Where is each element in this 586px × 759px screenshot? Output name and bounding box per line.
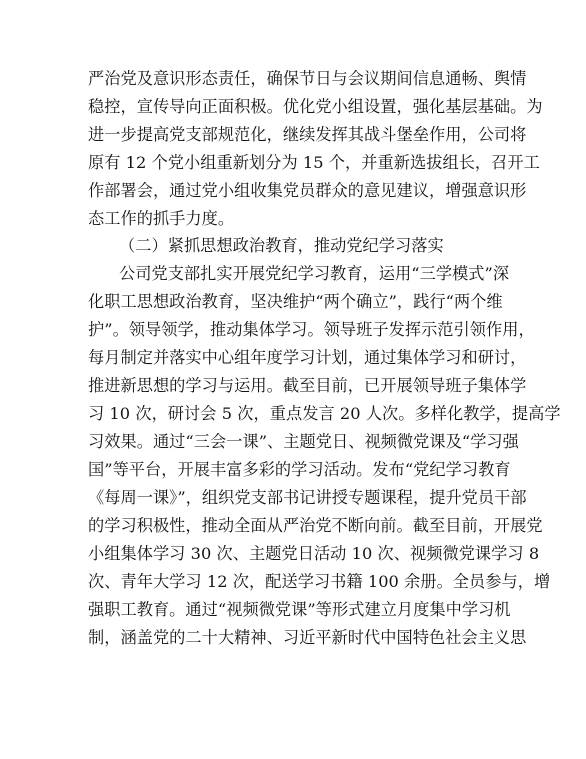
section-heading: （二）紧抓思想政治教育，推动党纪学习落实 [119,236,444,255]
text-line-4: 原有 12 个党小组重新划分为 15 个，并重新选拔组长，召开工 [88,153,540,172]
text-line-6: 态工作的抓手力度。 [88,209,235,228]
text-line-15: 国”等平台，开展丰富多彩的学习活动。发布“党纪学习教育 [88,460,511,479]
text-line-10: 护”。领导领学，推动集体学习。领导班子发挥示范引领作用， [88,320,535,339]
text-line-9: 化职工思想政治教育，坚决维护“两个确立”，践行“两个维 [88,292,503,311]
text-line-14: 习效果。通过“三会一课”、主题党日、视频微党课及“学习强 [88,432,519,451]
text-line-3: 进一步提高党支部规范化，继续发挥其战斗堡垒作用，公司将 [88,125,527,144]
text-line-8: 公司党支部扎实开展党纪学习教育，运用“三学模式”深 [119,264,510,283]
text-line-2: 稳控，宣传导向正面积极。优化党小组设置，强化基层基础。为 [88,97,543,116]
text-line-5: 作部署会，通过党小组收集党员群众的意见建议，增强意识形 [88,181,527,200]
text-line-1: 严治党及意识形态责任，确保节日与会议期间信息通畅、舆情 [88,69,527,88]
text-line-17: 的学习积极性，推动全面从严治党不断向前。截至目前，开展党 [88,516,543,535]
text-line-13: 习 10 次，研讨会 5 次，重点发言 20 人次。多样化教学，提高学 [88,404,561,423]
text-line-12: 推进新思想的学习与运用。截至目前，已开展领导班子集体学 [88,376,527,395]
text-line-20: 强职工教育。通过“视频微党课”等形式建立月度集中学习机 [88,600,511,619]
text-line-21: 制，涵盖党的二十大精神、习近平新时代中国特色社会主义思 [88,628,527,647]
text-line-16: 《每周一课》”，组织党支部书记讲授专题课程，提升党员干部 [88,488,527,507]
text-line-18: 小组集体学习 30 次、主题党日活动 10 次、视频微党课学习 8 [88,544,540,563]
text-line-11: 每月制定并落实中心组年度学习计划，通过集体学习和研讨， [88,348,527,367]
text-line-19: 次、青年大学习 12 次，配送学习书籍 100 余册。全员参与，增 [88,572,551,591]
